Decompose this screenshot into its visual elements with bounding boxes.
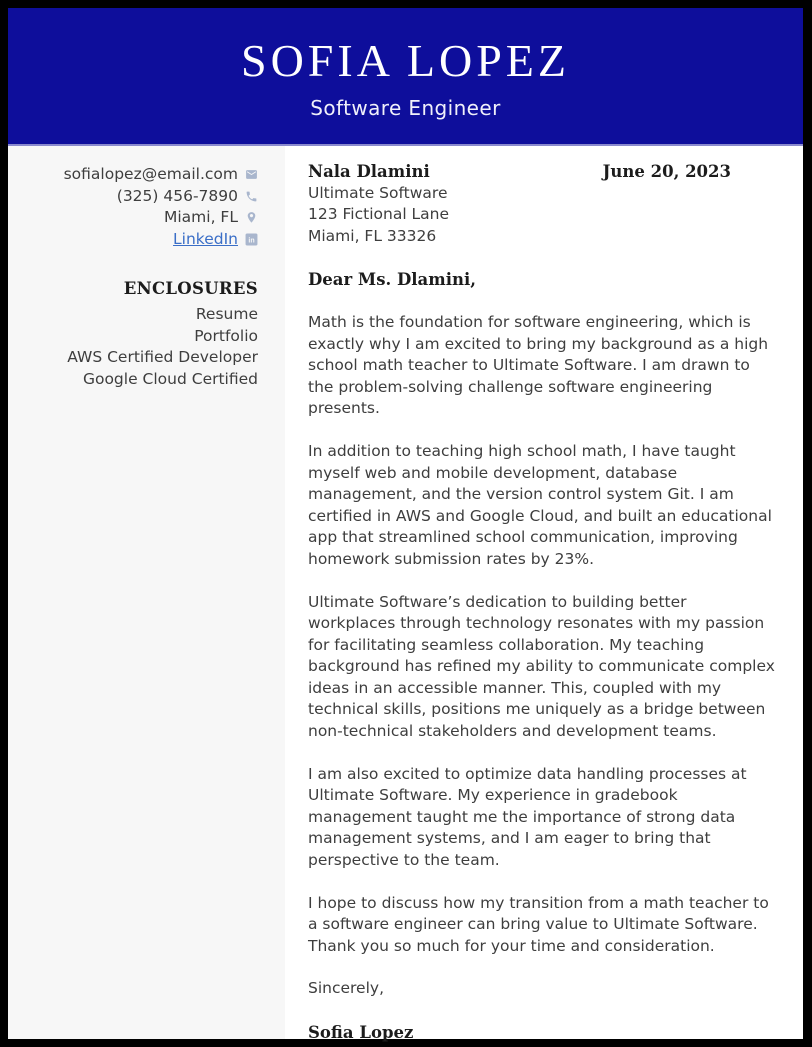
linkedin-link[interactable]: LinkedIn [173,229,238,248]
salutation: Dear Ms. Dlamini, [308,270,476,290]
contact-list [18,164,258,250]
contact-location [18,207,258,229]
candidate-title: Software Engineer [310,95,501,120]
recipient-row [308,161,777,247]
paragraph-1: Math is the foundation for software engineering, which is exactly why I am excited to bring my background as a high school math teacher to Ultimate Software. I am drawn to the problem-solving challenge software engineering presents. [308,312,769,418]
enclosure-item: Portfolio [194,326,258,345]
enclosure-item: AWS Certified Developer [67,348,258,366]
enclosure-item: Resume [195,305,258,323]
candidate-name: SOFIA LOPEZ [241,35,570,87]
content-row [8,146,803,1042]
masthead [8,8,803,146]
paragraph-2: In addition to teaching high school math, I have taught myself web and mobile development, database management, and the version control system Git. I am certified in AWS and Google Cloud, and built an educational app that streamlined school communication, improving homework submission rates by 23%. [308,441,772,568]
letter-date: June 20, 2023 [602,162,731,181]
recipient-city: Miami, FL 33326 [308,226,437,245]
recipient-name: Nala Dlamini [308,162,430,181]
email-icon [245,168,258,181]
letter-body [285,146,803,1042]
phone-value: (325) 456-7890 [116,186,238,205]
closing: Sincerely, [308,979,385,998]
enclosure-item: Google Cloud Certified [82,369,258,388]
contact-phone [18,186,258,208]
email-value: sofialopez@email.com [63,165,238,183]
location-value: Miami, FL [164,208,238,226]
enclosures-heading: ENCLOSURES [123,279,258,298]
paragraph-3: Ultimate Software’s dedication to building better workplaces through technology resonates with my passion for facilitating seamless collaboration. My teaching background has refined my ability to communicate complex ideas in an accessible manner. This, coupled with my technical skills, positions me uniquely as a bridge between non-technical stakeholders and development teams. [308,592,775,741]
linkedin-icon [245,233,258,246]
contact-email [18,164,258,186]
recipient-block [308,161,449,247]
paragraph-4: I am also excited to optimize data handling processes at Ultimate Software. My experience in gradebook management taught me the importance of strong data management systems, and I am eager to bring that perspective to the team. [308,764,747,870]
recipient-street: 123 Fictional Lane [308,205,450,224]
signature: Sofia Lopez [308,1023,414,1042]
location-icon [245,211,258,224]
contact-linkedin [18,229,258,251]
sidebar [8,146,285,1039]
enclosures-section [18,279,258,390]
svg-text:in: in [248,237,255,245]
phone-icon [245,190,258,203]
paragraph-5: I hope to discuss how my transition from a math teacher to a software engineer can bring value to Ultimate Software. Thank you so much for your time and consideration. [308,893,769,955]
recipient-company: Ultimate Software [308,183,448,202]
